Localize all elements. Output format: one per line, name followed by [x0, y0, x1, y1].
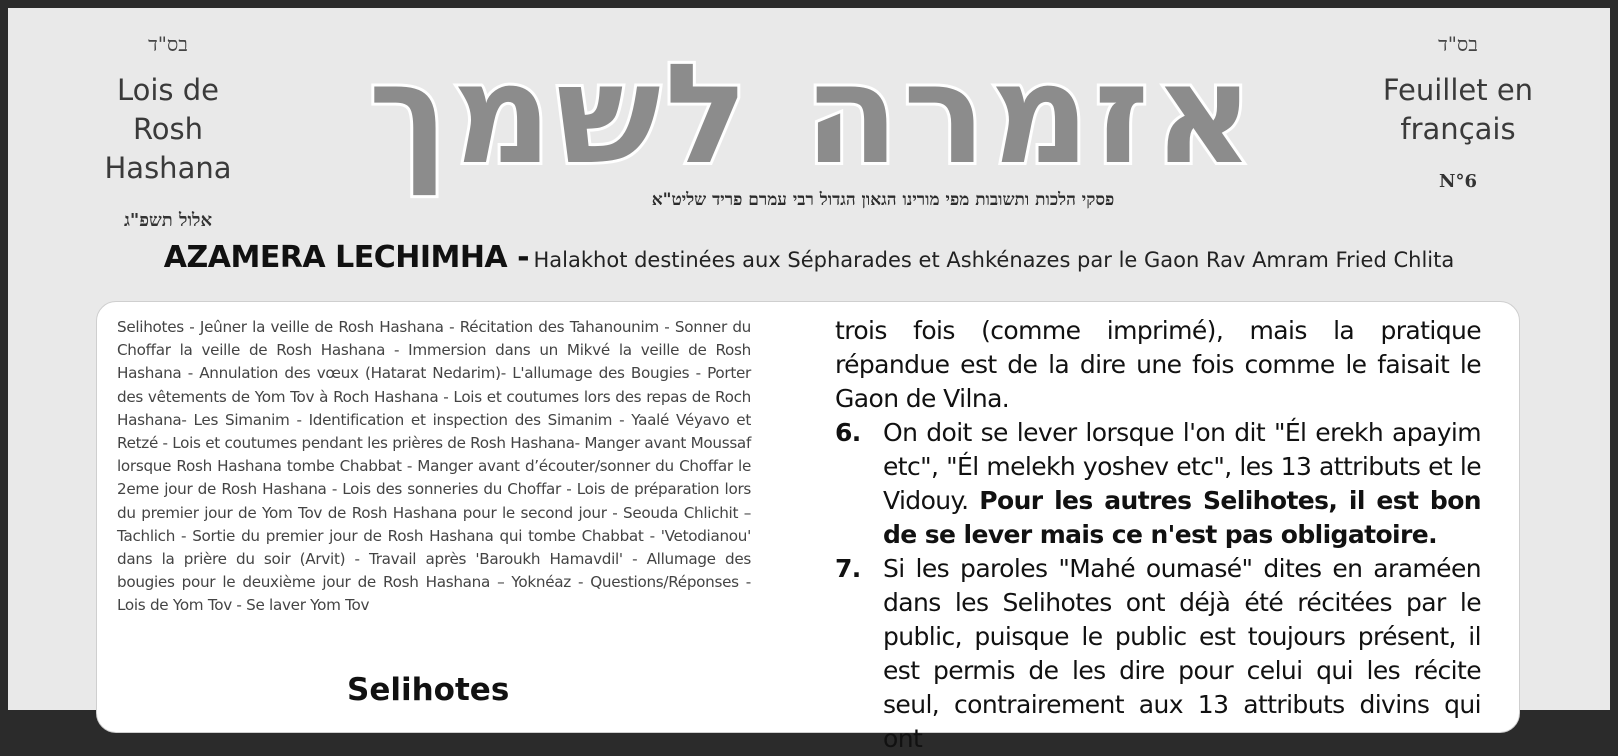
masthead-logo — [338, 34, 1288, 195]
list-item — [835, 416, 1481, 552]
masthead-title: אזמרה לשמך — [368, 34, 1258, 195]
issue-number: N°6 — [1439, 171, 1477, 192]
item-bold-text: Pour les autres Selihotes, il est bon de se lever mais ce n'est pas obligatoire. — [883, 486, 1481, 549]
left-title-line1: Lois de — [116, 73, 220, 107]
content-box — [96, 301, 1520, 753]
item-number: 7. — [835, 554, 861, 583]
continuation-paragraph: trois fois (comme imprimé), mais la pratique répandue est de la dire une fois comme le faisait le Gaon de Vilna. — [835, 316, 1481, 413]
left-title-line2: Rosh Hashana — [104, 112, 232, 185]
right-column — [835, 314, 1481, 756]
item-number: 6. — [835, 418, 861, 447]
right-header-block — [1358, 32, 1558, 192]
banner-title: AZAMERA LECHIMHA - — [163, 240, 530, 275]
topics-summary: Selihotes - Jeûner la veille de Rosh Hashana - Récitation des Tahanounim - Sonner du Choffar la veille de Rosh Hashana - Immersion dans un Mikvé la veille de Rosh Hashana - Annulation des vœux (Hatarat Nedarim)- L'allumage des Bougies - Porter des vêtements de Yom Tov à Roch Hashana - Lois et coutumes lors des repas de Roch Hashana- Les Simanim - Identification et inspection des Simanim - Yaalé Véyavo et Retzé - Lois et coutumes pendant les prières de Rosh Hashana- Manger avant Moussaf lorsque Rosh Hashana tombe Chabbat - Manger avant d’écouter/sonner du Choffar le 2eme jour de Rosh Hashana - Lois des sonneries du Choffar - Lois de préparation lors du premier jour de Yom Tov de Rosh Hashana pour le second jour - Seouda Chlichit – Tachlich - Sortie du premier jour de Rosh Hashana qui tombe Chabbat - 'Vetodianou' dans la prière du soir (Arvit) - Travail après 'Baroukh Hamavdil' - Allumage des bougies pour le deuxième jour de Rosh Hashana – Yoknéaz - Questions/Réponses - Lois de Yom Tov - Se laver Yom Tov — [117, 318, 751, 615]
banner — [8, 240, 1610, 275]
left-header-block — [68, 32, 268, 231]
right-bsd-mark: בס"ד — [1438, 32, 1478, 56]
item-text: On doit se lever lorsque l'on dit "Él erekh apayim etc", "Él melekh yoshev etc", les 13 attributs et le Vidouy. — [883, 418, 1481, 515]
right-title-line2: français — [1400, 112, 1516, 146]
hebrew-subtitle: פסקי הלכות ותשובות מפי מורינו הגאון הגדול רבי עמרם פריד שליט"א — [651, 190, 1115, 210]
left-bsd-mark: בס"ד — [148, 32, 188, 56]
list-item — [835, 552, 1481, 756]
right-title-line1: Feuillet en — [1382, 73, 1534, 107]
hebrew-date: אלול תשפ"ג — [123, 210, 213, 231]
item-text: Si les paroles "Mahé oumasé" dites en araméen dans les Selihotes ont déjà été récitées par le public, puisque le public est toujours présent, il est permis de les dire pour celui qui les récite seul, contrairement aux 13 attributs divins qui ont — [883, 554, 1481, 753]
section-heading: Selihotes — [347, 672, 510, 708]
banner-subtitle: Halakhot destinées aux Sépharades et Ashkénazes par le Gaon Rav Amram Fried Chlita — [533, 248, 1455, 272]
newsletter-page — [8, 8, 1610, 753]
